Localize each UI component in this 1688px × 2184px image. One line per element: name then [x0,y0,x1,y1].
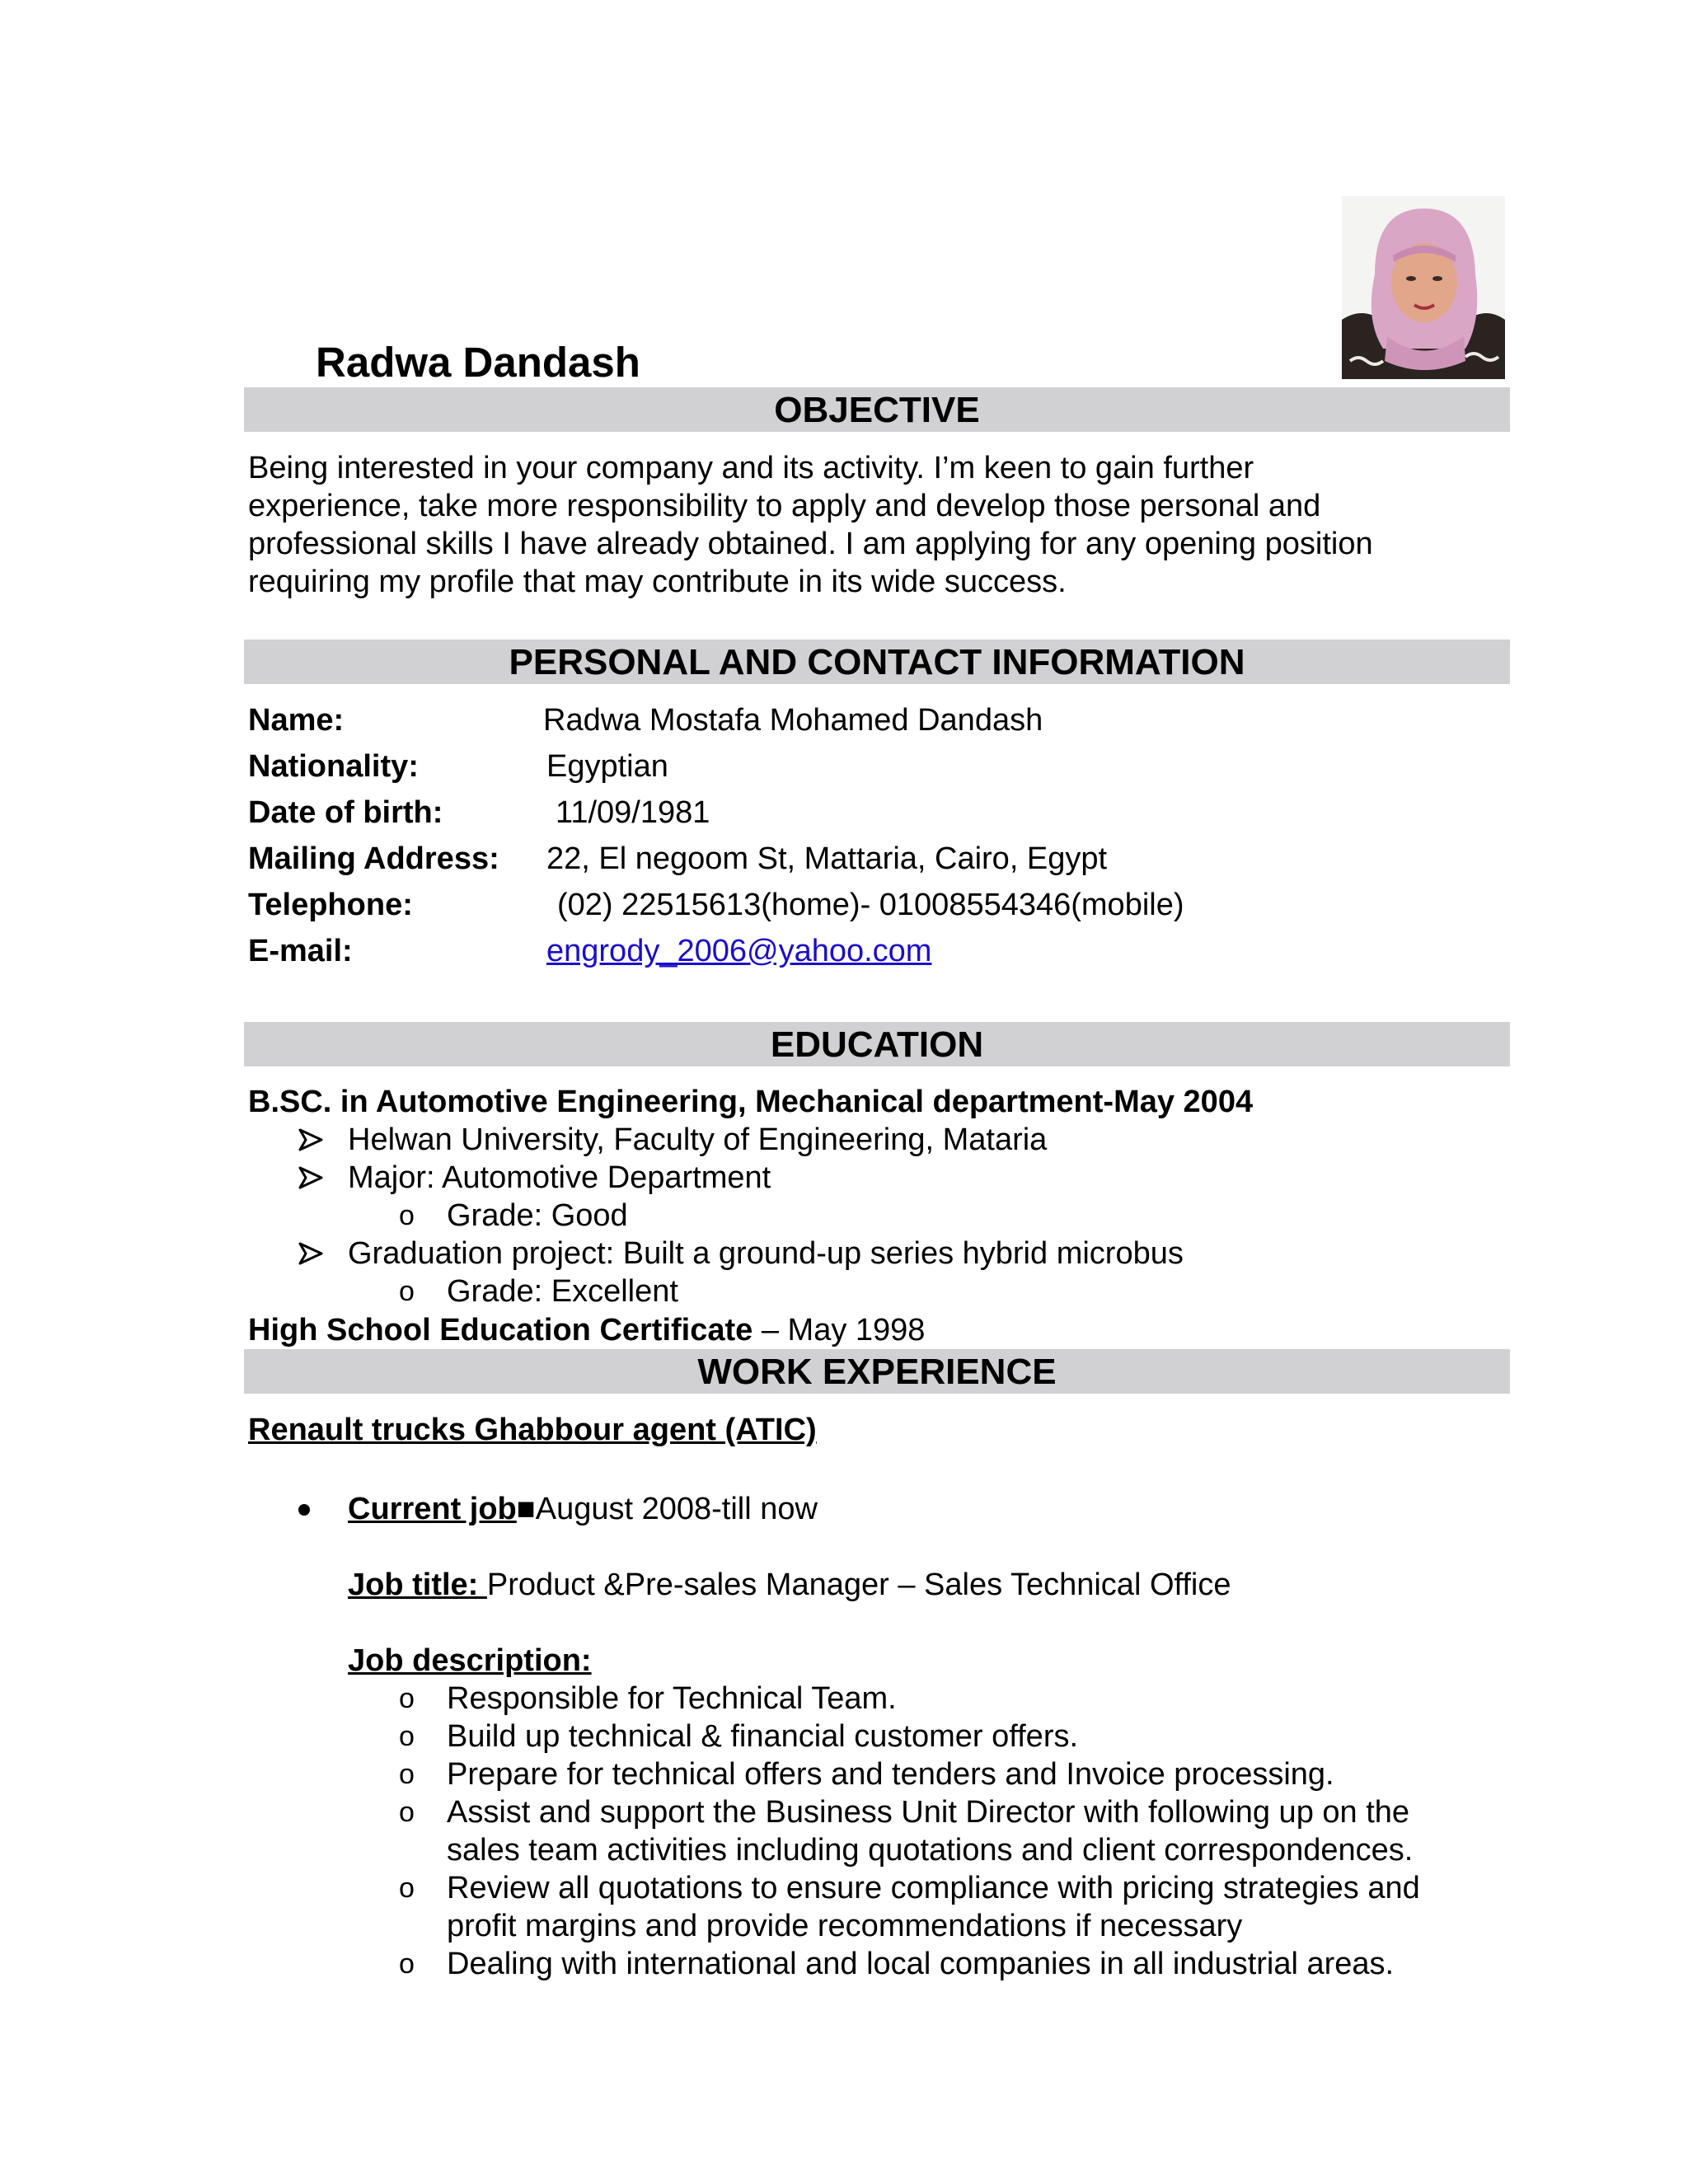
info-label: Mailing Address: [248,841,499,876]
objective-line-4: requiring my profile that may contribute in its wide success. [248,565,1067,599]
info-label: Nationality: [248,749,419,784]
info-value: 22, El negoom St, Mattaria, Cairo, Egypt [546,841,1108,876]
current-job-label: Current job [348,1492,517,1526]
circle-bullet-icon: o [399,1797,415,1828]
personal-info-heading: PERSONAL AND CONTACT INFORMATION [244,640,1510,684]
info-label: Date of birth: [248,795,443,830]
separator-square-icon: ■ [516,1492,536,1526]
info-value: (02) 22515613(home)- 01008554346(mobile) [557,888,1184,922]
company-name: Renault trucks Ghabbour agent (ATIC) [248,1413,817,1447]
info-value: Radwa Mostafa Mohamed Dandash [543,703,1043,738]
duty-item: Dealing with international and local companies in all industrial areas. [447,1947,1395,1981]
duty-item-continued: profit margins and provide recommendations if necessary [447,1909,1243,1943]
portrait-photo [1342,196,1505,379]
current-job-period: August 2008-till now [535,1492,818,1526]
duty-item: Review all quotations to ensure compliance with pricing strategies and [447,1871,1420,1905]
education-heading: EDUCATION [244,1022,1510,1066]
degree-title: B.SC. in Automotive Engineering, Mechanical department-May 2004 [248,1085,1254,1119]
high-school-date: – May 1998 [753,1313,926,1347]
education-subitem: Grade: Good [447,1198,628,1233]
education-item: Major: Automotive Department [348,1160,771,1195]
high-school-title: High School Education Certificate [248,1313,753,1347]
objective-line-1: Being interested in your company and its activity. I’m keen to gain further [248,451,1254,485]
info-label: E-mail: [248,934,353,968]
duty-item: Responsible for Technical Team. [447,1681,897,1716]
job-description-label: Job description: [348,1643,592,1678]
job-title-line [348,1566,1231,1604]
circle-bullet-icon: o [399,1872,415,1904]
job-title-label: Job title: [348,1568,487,1602]
education-subitem: Grade: Excellent [447,1274,678,1309]
email-link[interactable]: engrody_2006@yahoo.com [546,934,932,968]
circle-bullet-icon: o [399,1200,415,1231]
education-item: Graduation project: Built a ground-up series hybrid microbus [348,1236,1184,1271]
arrow-bullet-icon [298,1235,323,1272]
objective-heading: OBJECTIVE [244,387,1510,432]
work-experience-heading: WORK EXPERIENCE [244,1349,1510,1394]
objective-line-2: experience, take more responsibility to apply and develop those personal and [248,489,1321,523]
info-value: Egyptian [546,749,668,784]
circle-bullet-icon: o [399,1721,415,1752]
high-school-line [248,1311,925,1349]
duty-item: Prepare for technical offers and tenders and Invoice processing. [447,1757,1334,1792]
duty-item: Build up technical & financial customer offers. [447,1719,1079,1754]
info-label: Telephone: [248,888,413,922]
duty-item-continued: sales team activities including quotations and client correspondences. [447,1833,1414,1868]
arrow-bullet-icon [298,1121,323,1159]
candidate-name: Radwa Dandash [316,339,640,386]
circle-bullet-icon: o [399,1276,415,1307]
circle-bullet-icon: o [399,1759,415,1790]
duty-item: Assist and support the Business Unit Director with following up on the [447,1795,1410,1830]
education-item: Helwan University, Faculty of Engineering, Mataria [348,1122,1048,1157]
portrait-image [1342,196,1505,379]
bullet-dot-icon [298,1504,310,1516]
objective-line-3: professional skills I have already obtained. I am applying for any opening position [248,527,1373,561]
circle-bullet-icon: o [399,1683,415,1714]
info-label: Name: [248,703,345,738]
current-job-line [348,1490,818,1528]
arrow-bullet-icon [298,1159,323,1197]
job-title-value: Product &Pre-sales Manager – Sales Technical Office [486,1568,1231,1602]
circle-bullet-icon: o [399,1948,415,1980]
info-value: 11/09/1981 [556,795,710,830]
